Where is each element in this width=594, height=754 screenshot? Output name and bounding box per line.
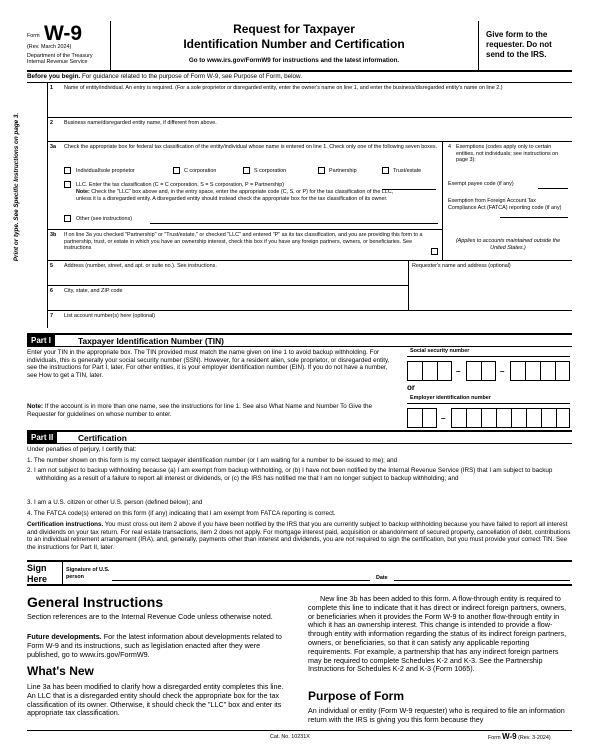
line5-label: Address (number, street, and apt. or suite no.). See instructions. [64,263,217,269]
instructions-link: Go to www.irs.gov/FormW9 for instructions and the latest information. [188,57,400,64]
date-input[interactable] [394,568,570,581]
line1-label: Name of entity/individual. An entry is required. (For a sole proprietor or disregarded entity, enter the owner's name on line 1, and enter the business/disregarded entity's name on line 2.) [64,85,503,91]
line3a-number: 3a [50,144,56,150]
scorp-label: S corporation [254,168,287,174]
other-input[interactable] [150,216,438,224]
account-numbers-input[interactable] [64,321,569,329]
part2-title: Certification [78,433,127,443]
irs-name: Internal Revenue Service [27,59,88,65]
line3b-label: If on line 3a you checked "Partnership" or "Trust/estate," or checked "LLC" and entered "P" as its tax classification, and you are providing this form to a partnership, trust, or estate in which you have an ownership interest, check this box if you have any foreign partners, owners, or beneficiaries. See instructions [64,232,423,252]
department: Department of the Treasury [27,53,93,59]
cert-item-3: 3. I am a U.S. citizen or other U.S. person (defined below); and [27,499,203,506]
line3b-number: 3b [50,232,57,238]
whats-new-title: What's New [27,664,94,678]
other-checkbox[interactable] [64,215,71,222]
line7-number: 7 [50,313,53,319]
exempt-payee-label: Exempt payee code (if any) [448,181,514,187]
ccorp-label: C corporation [184,168,217,174]
line2-number: 2 [50,120,53,126]
general-instructions-title: General Instructions [27,594,164,610]
city-input[interactable] [64,296,404,308]
trust-label: Trust/estate [393,168,422,174]
line6-label: City, state, and ZIP code [64,288,123,294]
line1-number: 1 [50,85,53,91]
line4-number: 4 [448,144,451,150]
part1-label: Part I [27,335,55,346]
partnership-checkbox[interactable] [318,167,325,174]
purpose-title: Purpose of Form [308,689,405,703]
line4-label: Exemptions (codes apply only to certain entities, not individuals; see instructions on page 3): [456,144,559,164]
form-word: Form [27,33,40,39]
line2-input[interactable] [64,128,569,140]
cert-item-4: 4. The FATCA code(s) entered on this form (if any) indicating that I am exempt from FATCA reporting is correct. [27,510,336,517]
requester-label: Requester's name and address (optional) [412,263,511,269]
signature-input[interactable] [112,568,370,581]
applies-note: (Applies to accounts maintained outside the United States.) [455,238,561,251]
line1-input[interactable] [64,100,569,116]
revision-date: (Rev. March 2024) [27,44,72,50]
sign-here: Sign Here [27,563,48,584]
llc-note: Note: Check the "LLC" box above and, in the entry space, enter the appropriate code (C, S, or P) for the tax classification of the LLC, unless it is a disregarded entity. A disregarded entity should instead check the appropriate box for the tax classification of its owner. [76,189,394,202]
ssn-label: Social security number [410,348,470,354]
fatca-label: Exemption from Foreign Account Tax Compliance Act (FATCA) reporting code (if any) [448,198,562,211]
individual-label: Individual/sole proprietor [76,168,135,174]
line5-number: 5 [50,263,53,269]
line2-label: Business name/disregarded entity name, if different from above. [64,120,217,126]
form-title-line2: Identification Number and Certification [183,37,405,51]
date-label: Date [376,575,388,581]
fatca-input[interactable] [500,210,568,218]
ccorp-checkbox[interactable] [173,167,180,174]
line7-label: List account number(s) here (optional) [64,313,156,319]
cert-item-1: 1. The number shown on this form is my correct taxpayer identification number (or I am waiting for a number to be issued to me); and [27,457,398,464]
line3a-label: Check the appropriate box for federal tax classification of the entity/individual whose name is entered on line 1. Check only one of the following seven boxes. [64,144,438,150]
partnership-label: Partnership [329,168,357,174]
line6-number: 6 [50,288,53,294]
purpose-text: An individual or entity (Form W-9 requester) who is required to file an information return with the IRS is giving you this form because they [308,706,565,724]
cert-instructions: Certification instructions. You must cross out item 2 above if you have been notified by the IRS that you are currently subject to backup withholding because you have failed to report all interest and dividends on your tax return. For real estate transactions, item 2 does not apply. For mortgage interest paid, acquisition or abandonment of secured property, cancellation of debt, contributions to an individual retirement arrangement (IRA), and, generally, payments other than interest and dividends, you are not required to sign the certification, but you must provide your correct TIN. See the instructions for Part II, later. [27,521,571,551]
general-section-refs: Section references are to the Internal Revenue Code unless otherwise noted. [27,612,273,621]
foreign-partners-checkbox[interactable] [431,248,438,255]
part1-text: Enter your TIN in the appropriate box. The TIN provided must match the name given on line 1 to avoid backup withholding. For individuals, this is generally your social security number (SSN). However, for a resident alien, sole proprietor, or disregarded entity, see the instructions for Part I, later. For other entities, it is your employer identification number (EIN). If you do not have a number, see How to get a TIN, later. [27,349,390,379]
requester-input[interactable] [412,272,570,308]
form-number: W-9 [44,22,83,45]
future-developments: Future developments. For the latest information about developments related to Form W-9 and its instructions, such as legislation enacted after they were published, go to www.irs.gov/FormW9. [27,632,282,659]
before-you-begin: Before you begin. For guidance related to the purpose of Form W-9, see Purpose of Form, below. [27,73,302,80]
trust-checkbox[interactable] [382,167,389,174]
give-form-note: Give form to the requester. Do not send to the IRS. [486,30,552,59]
scorp-checkbox[interactable] [243,167,250,174]
line3b-new-text: New line 3b has been added to this form. A flow-through entity is required to complete this line to indicate that it has direct or indirect foreign partners, owners, or beneficiaries when it provides the Form W-9 to another flow-through entity in which it has an ownership interest. This change is intended to provide a flow-through entity with information regarding the status of its indirect foreign partners, owners, or beneficiaries, so that it can satisfy any applicable reporting requirements. For example, a partnership that has any indirect foreign partners may be required to complete Schedules K-2 and K-3. See the Partnership Instructions for Schedules K-2 and K-3 (Form 1065). [308,594,567,674]
side-label: Print or type. See Specific Instructions on page 3. [13,112,20,262]
part1-title: Taxpayer Identification Number (TIN) [78,336,224,346]
or-label: or [407,383,415,392]
catalog-number: Cat. No. 10231X [270,734,310,740]
form-title-line1: Request for Taxpayer [233,22,355,36]
signature-label: Signature of U.S. person [66,567,110,580]
exempt-payee-input[interactable] [538,181,568,189]
ein-label: Employer identification number [410,395,491,401]
cert-item-2: 2. I am not subject to backup withholding because (a) I am exempt from backup withholding, or (b) I have not been notified by the Internal Revenue Service (IRS) that I am subject to backup withholding as a result of a failure to report all interest or dividends, or (c) the IRS has notified me that I am no longer subject to backup withholding; and [27,467,553,482]
part1-note: Note: If the account is in more than one name, see the instructions for line 1. See also What Name and Number To Give the Requester for guidelines on whose number to enter. [27,403,372,418]
llc-label: LLC. Enter the tax classification (C = C corporation, S = S corporation, P = Partnership) [76,182,284,188]
other-label: Other (see instructions) [76,216,133,222]
individual-checkbox[interactable] [64,167,71,174]
part2-intro: Under penalties of perjury, I certify that: [27,446,137,453]
address-input[interactable] [64,272,404,284]
whats-new-text: Line 3a has been modified to clarify how a disregarded entity completes this line. An LLC that is a disregarded entity should check the appropriate box for the tax classification of its owner. Otherwise, it should check the "LLC" box and enter its appropriate tax classification. [27,682,284,718]
part2-label: Part II [27,432,57,443]
footer-form: Form W-9 (Rev. 3-2024) [488,732,551,741]
llc-checkbox[interactable] [64,181,71,188]
